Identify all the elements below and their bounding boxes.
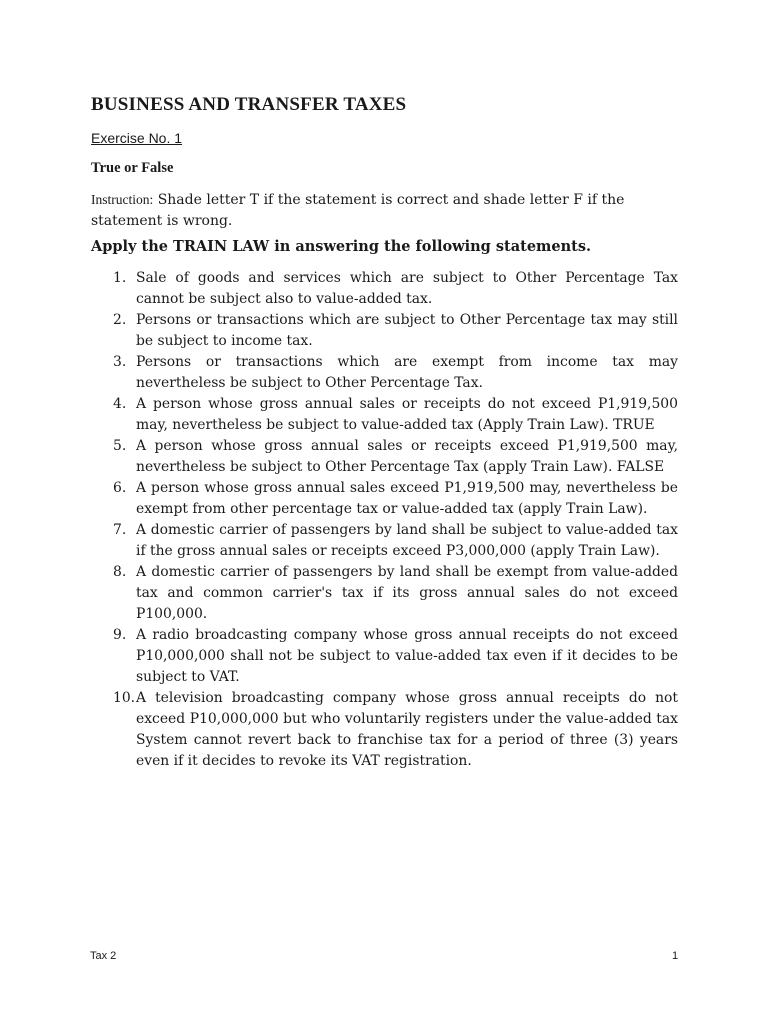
instruction-paragraph xyxy=(91,189,681,232)
item-number: 10. xyxy=(113,690,136,706)
page-number: 1 xyxy=(672,950,679,962)
list-item xyxy=(91,436,678,478)
item-number: 6. xyxy=(113,480,127,496)
item-text: A person whose gross annual sales exceed P1,919,500 may, nevertheless be exempt from other percentage tax or value-added tax (apply Train Law). xyxy=(136,480,678,517)
item-number: 1. xyxy=(113,270,127,286)
item-number: 9. xyxy=(113,627,127,643)
list-item xyxy=(91,478,678,520)
item-text: A domestic carrier of passengers by land shall be exempt from value-added tax and common carrier's tax if its gross annual sales do not exceed P100,000. xyxy=(136,564,678,622)
instruction-text: Shade letter T if the statement is correct and shade letter F if the statement is wrong. xyxy=(91,192,625,229)
item-text: A person whose gross annual sales or receipts do not exceed P1,919,500 may, nevertheless be subject to value-added tax (Apply Train Law). TRUE xyxy=(136,396,678,433)
instruction-label: Instruction: xyxy=(91,192,154,207)
list-item xyxy=(91,688,678,772)
item-number: 4. xyxy=(113,396,127,412)
list-item xyxy=(91,268,678,310)
list-item xyxy=(91,520,678,562)
item-number: 5. xyxy=(113,438,127,454)
item-number: 7. xyxy=(113,522,127,538)
exercise-label: Exercise No. 1 xyxy=(91,130,183,146)
list-item xyxy=(91,394,678,436)
list-item xyxy=(91,562,678,625)
apply-heading: Apply the TRAIN LAW in answering the following statements. xyxy=(91,238,592,255)
statement-list xyxy=(91,268,678,772)
item-text: Sale of goods and services which are subject to Other Percentage Tax cannot be subject also to value-added tax. xyxy=(136,270,678,307)
section-heading: True or False xyxy=(91,160,174,176)
item-text: A television broadcasting company whose gross annual receipts do not exceed P10,000,000 but who voluntarily registers under the value-added tax System cannot revert back to franchise tax for a period of three (3) years even if it decides to revoke its VAT registration. xyxy=(136,690,678,769)
item-text: Persons or transactions which are subject to Other Percentage tax may still be subject to income tax. xyxy=(136,312,678,349)
list-item xyxy=(91,352,678,394)
item-number: 2. xyxy=(113,312,127,328)
item-number: 3. xyxy=(113,354,127,370)
item-text: A domestic carrier of passengers by land shall be subject to value-added tax if the gross annual sales or receipts exceed P3,000,000 (apply Train Law). xyxy=(136,522,678,559)
item-text: Persons or transactions which are exempt from income tax may nevertheless be subject to Other Percentage Tax. xyxy=(136,354,678,391)
item-text: A person whose gross annual sales or receipts exceed P1,919,500 may, nevertheless be subject to Other Percentage Tax (apply Train Law). FALSE xyxy=(136,438,678,475)
list-item xyxy=(91,625,678,688)
footer-label: Tax 2 xyxy=(90,950,117,962)
item-number: 8. xyxy=(113,564,127,580)
document-title: BUSINESS AND TRANSFER TAXES xyxy=(91,94,407,115)
list-item xyxy=(91,310,678,352)
item-text: A radio broadcasting company whose gross annual receipts do not exceed P10,000,000 shall not be subject to value-added tax even if it decides to be subject to VAT. xyxy=(136,627,678,685)
